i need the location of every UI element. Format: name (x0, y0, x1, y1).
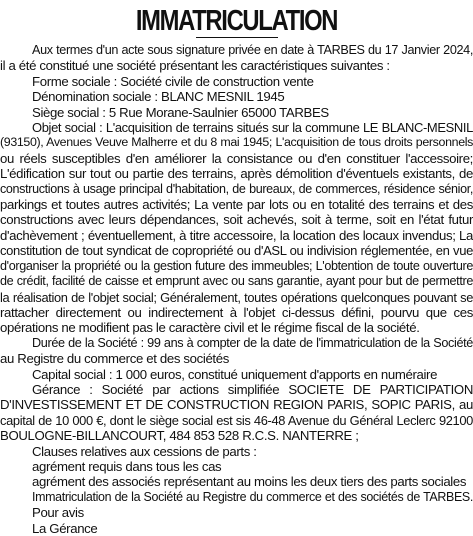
notice-line: BOULOGNE-BILLANCOURT, 484 853 528 R.C.S. NANTERRE ; (0, 428, 359, 444)
notice-line: Immatriculation de la Société au Registre du commerce et des sociétés de TARBES. (32, 489, 473, 504)
notice-line: constructions avec leurs dépendances, soit achevés, soit à terme, soit en l'état futur (0, 212, 473, 228)
notice-line: d'achèvement ; éventuellement, à titre accessoire, la location des locaux invendus; La (0, 227, 473, 243)
notice-line: D'INVESTISSEMENT ET DE CONSTRUCTION REGION PARIS, SOPIC PARIS, au (0, 397, 473, 413)
notice-line: Durée de la Société : 99 ans à compter de la date de l'immatriculation de la Société (32, 335, 473, 350)
notice-line: L'édification sur tout ou partie des terrains, après démolition d'éventuels existants, de (0, 166, 473, 182)
notice-line: Objet social : L'acquisition de terrains situés sur la commune LE BLANC-MESNIL (32, 120, 473, 136)
notice-line: au Registre du commerce et des sociétés (0, 351, 229, 367)
notice-line: (93150), Avenues Veuve Malherre et du 8 mai 1945; L'acquisition de tous droits personnels (0, 135, 473, 150)
notice-line: agrément requis dans tous les cas (32, 458, 222, 474)
notice-line: agrément des associés représentant au moins les deux tiers des parts sociales (32, 474, 467, 490)
notice-line: opérations ne modifient pas le caractère civil et le régime fiscal de la société. (0, 320, 420, 336)
notice-body (0, 43, 473, 536)
notice-line: parkings et toutes autres activités; La vente par lots ou en totalité des terrains et des (0, 197, 473, 213)
notice-line: la réalisation de l'objet social; Généralement, toutes opérations quelconques pouvant se (0, 289, 473, 305)
notice-line: constitution de tout syndicat de copropriété ou d'ASL ou indivision réglementée, en vue (0, 243, 473, 259)
notice-line: Clauses relatives aux cessions de parts : (32, 443, 257, 459)
notice-line: capital de 10 000 €, dont le siège social est sis 46-48 Avenue du Général Leclerc 92100 (0, 412, 473, 428)
title-underline (196, 37, 278, 38)
notice-line: rattacher directement ou indirectement à l'objet ci-dessus défini, pourvu que ces (0, 304, 473, 320)
notice-line: Gérance : Société par actions simplifiée SOCIETE DE PARTICIPATION (32, 381, 473, 397)
notice-signature: La Gérance (32, 520, 98, 536)
notice-line: Aux termes d'un acte sous signature privée en date à TARBES du 17 Janvier 2024, (32, 43, 473, 57)
notice-line: de crédit, facilité de caisse et emprunt avec ou sans garantie, ayant pour but de permettre (0, 274, 473, 289)
notice-line: il a été constitué une société présentant les caractéristiques suivantes : (0, 58, 390, 74)
notice-line: ou réels susceptibles d'en améliorer la consistance ou d'en constituer l'accessoire; (0, 150, 473, 166)
notice-line: Siège social : 5 Rue Morane-Saulnier 65000 TARBES (32, 104, 329, 120)
notice-line: d'organiser la propriété ou la gestion future des immeubles; L'obtention de toute ouverture (0, 258, 473, 273)
notice-line: Dénomination sociale : BLANC MESNIL 1945 (32, 89, 285, 105)
notice-line: Forme sociale : Société civile de construction vente (32, 73, 314, 89)
notice-line: Capital social : 1 000 euros, constitué uniquement d'apports en numéraire (32, 366, 438, 382)
notice-signoff: Pour avis (32, 505, 84, 521)
notice-line: constructions à usage principal d'habitation, de bureaux, de commerces, résidence sénior, (0, 181, 473, 196)
notice-title: IMMATRICULATION (135, 5, 338, 37)
